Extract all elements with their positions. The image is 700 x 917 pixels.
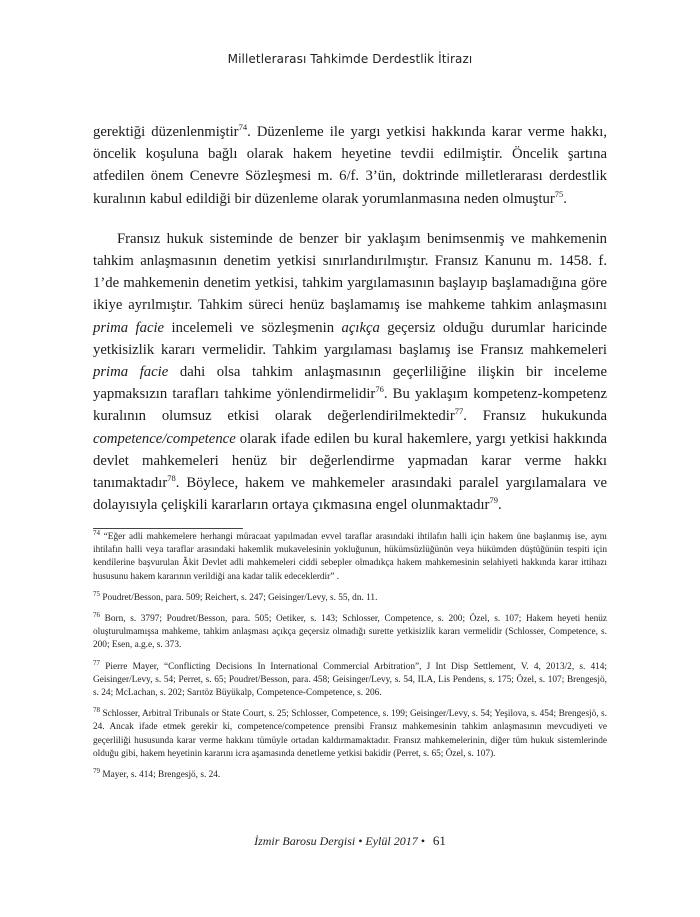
footnote-ref-75[interactable]: 75 bbox=[554, 188, 564, 199]
page-footer bbox=[0, 833, 700, 849]
text-run: . bbox=[563, 190, 567, 207]
text-run: . Böylece, hakem ve mahkemeler arasındaki paralel yargılamalara ve dolayısıyla çelişkili kararların ortaya çıkmasına engel olunmaktadır bbox=[93, 475, 607, 514]
footnote-77 bbox=[93, 658, 607, 701]
footnote-ref-77[interactable]: 77 bbox=[454, 406, 464, 417]
text-run: geçersiz olduğu durumlar haricinde yetkisizlik kararı vermelidir. Tahkim yargılaması başlamış ise Fransız mahkemeleri bbox=[93, 319, 608, 358]
footnote-number: 79 bbox=[93, 766, 100, 775]
footnote-75 bbox=[93, 589, 607, 605]
footnote-text: Mayer, s. 414; Brengesjö, s. 24. bbox=[102, 770, 221, 781]
footnote-number: 76 bbox=[93, 610, 100, 619]
paragraph-1 bbox=[93, 121, 607, 210]
footnote-number: 78 bbox=[93, 706, 100, 715]
footnote-74 bbox=[93, 528, 608, 584]
italic-term: competence/competence bbox=[93, 430, 236, 447]
italic-term: prima facie bbox=[93, 364, 169, 381]
text-run: . bbox=[497, 497, 502, 514]
footnote-text: “Eğer adli mahkemelere herhangi müracaat yapılmadan evvel taraflar arasındaki ihtilafın halli için hakem üne başlanmış ise, aynı ihtilafın halli veya taraflar arasındaki hakemlik mukavelesinin yokluğunun, hükümsüzlüğünün veya hükümden düştüğünün tespiti için kendilerine başvurulan Âkit Devlet adli mahkemeleri ciddi sebepler olmadıkça hakem mahkemesinin selahiyeti hakkında karar ittihazı hususunu hakem kararının verildiği ana kadar talik edeceklerdir” . bbox=[93, 532, 608, 582]
text-run: . Fransız hukukunda bbox=[463, 408, 607, 425]
footnote-79 bbox=[93, 766, 607, 782]
footnote-text: Pierre Mayer, “Conflicting Decisions In International Commercial Arbitration”, J Int Disp Settlement, V. 4, 2013/2, s. 414; Geisinger/Levy, s. 54; Perret, s. 65; Poudret/Besson, para. 458; Geisinger/Levy, s. 54, ILA, Lis Pendens, s. 175; Özel, s. 107; Brengesjö, s. 24; McLachan, s. 202; Sarıtöz Büyükalp, Competence-Competence, s. 206. bbox=[93, 661, 607, 699]
body-text bbox=[93, 121, 607, 516]
footnote-number: 77 bbox=[93, 658, 100, 667]
footnote-divider bbox=[93, 528, 243, 529]
journal-name: İzmir Barosu Dergisi • Eylül 2017 • bbox=[254, 834, 425, 848]
paragraph-2 bbox=[93, 228, 607, 517]
running-header: Milletlerarası Tahkimde Derdestlik İtirazı bbox=[227, 52, 473, 66]
footnote-text: Schlosser, Arbitral Tribunals or State Court, s. 25; Schlosser, Competence, s. 199; Geisinger/Levy, s. 54; Yeşilova, s. 454; Brengesjö, s. 24. Ancak ifade etmek gerekir ki, competence/competence prensibi Fransız mahkemesinin tahkim anlaşmasının mevcudiyeti ve geçerliliği hususunda karar verme hakkını tümüyle ortadan kaldırmamaktadır. Fransız mahkemelerinin, diğer tüm hukuk sistemlerinde olduğu gibi, hakem heyetinin kararını icra aşamasında denetleme yetkisi bakidir (Perret, s. 65; Özel, s. 107). bbox=[93, 709, 608, 759]
text-run: Fransız hukuk sisteminde de benzer bir yaklaşım benimsenmiş ve mahkemenin tahkim anlaşmasının denetim yetkisi sınırlandırılmıştır. Fransız Kanunu m. 1458. f. 1’de mahkemenin denetim yetkisi, tahkim yargılamasının başlayıp başlamadığına göre ikiye ayrılmıştır. Tahkim süreci henüz başlamamış ise mahkeme tahkim anlaşmasını bbox=[93, 230, 607, 314]
footnote-ref-74[interactable]: 74 bbox=[238, 122, 248, 133]
page-number: 61 bbox=[432, 833, 446, 848]
footnote-text: Born, s. 3797; Poudret/Besson, para. 505; Oetiker, s. 143; Schlosser, Competence, s. 200; Özel, s. 107; Hakem heyeti henüz oluşturulmamışsa mahkeme, tahkim anlaşması açıkça geçersiz olmadığı surette yetkisizlik kararı vermelidir (Schlosser, Competence, s. 200; Esen, a.g.e, s. 373. bbox=[93, 614, 607, 651]
text-run: . Düzenleme ile yargı yetkisi hakkında karar verme hakkı, öncelik koşuluna bağlı olarak hakem heyetine tevdii edilmiştir. Öncelik şartına atfedilen önem Cenevre Sözleşmesi m. 6/f. 3’ün, doktrinde milletlerarası derdestlik kuralının kabul edildiği bir düzenleme olarak yorumlanmasına neden olmuştur bbox=[93, 124, 607, 207]
footnote-ref-79[interactable]: 79 bbox=[489, 495, 498, 506]
footnote-ref-76[interactable]: 76 bbox=[375, 384, 384, 395]
text-run: gerektiği düzenlenmiştir bbox=[93, 124, 239, 140]
text-run: incelemeli ve sözleşmenin bbox=[164, 319, 342, 336]
footnote-76 bbox=[93, 610, 607, 653]
italic-term: açıkça bbox=[341, 319, 380, 336]
italic-term: prima facie bbox=[93, 319, 165, 336]
text-run: olarak ifade edilen bu kural hakemlere, yargı yetkisi hakkında devlet mahkemeleri henüz bir değerlendirme yapmadan karar verme hakkı tanımaktadır bbox=[93, 430, 607, 492]
footnotes bbox=[93, 528, 608, 790]
footnote-78 bbox=[93, 708, 607, 761]
text-run: dahi olsa tahkim anlaşmasının geçerliliğine ilişkin bir inceleme yapmaksızın tarafları tahkime yönlendirmelidir bbox=[93, 364, 607, 403]
footnote-text: Poudret/Besson, para. 509; Reichert, s. 247; Geisinger/Levy, s. 55, dn. 11. bbox=[102, 592, 378, 603]
footnote-ref-78[interactable]: 78 bbox=[167, 473, 176, 484]
footnote-number: 75 bbox=[93, 589, 100, 598]
text-run: . Bu yaklaşım kompetenz-kompetenz kuralının olumsuz etkisi olarak değerlendirilmektedir bbox=[93, 386, 607, 425]
footnote-number: 74 bbox=[93, 528, 100, 537]
